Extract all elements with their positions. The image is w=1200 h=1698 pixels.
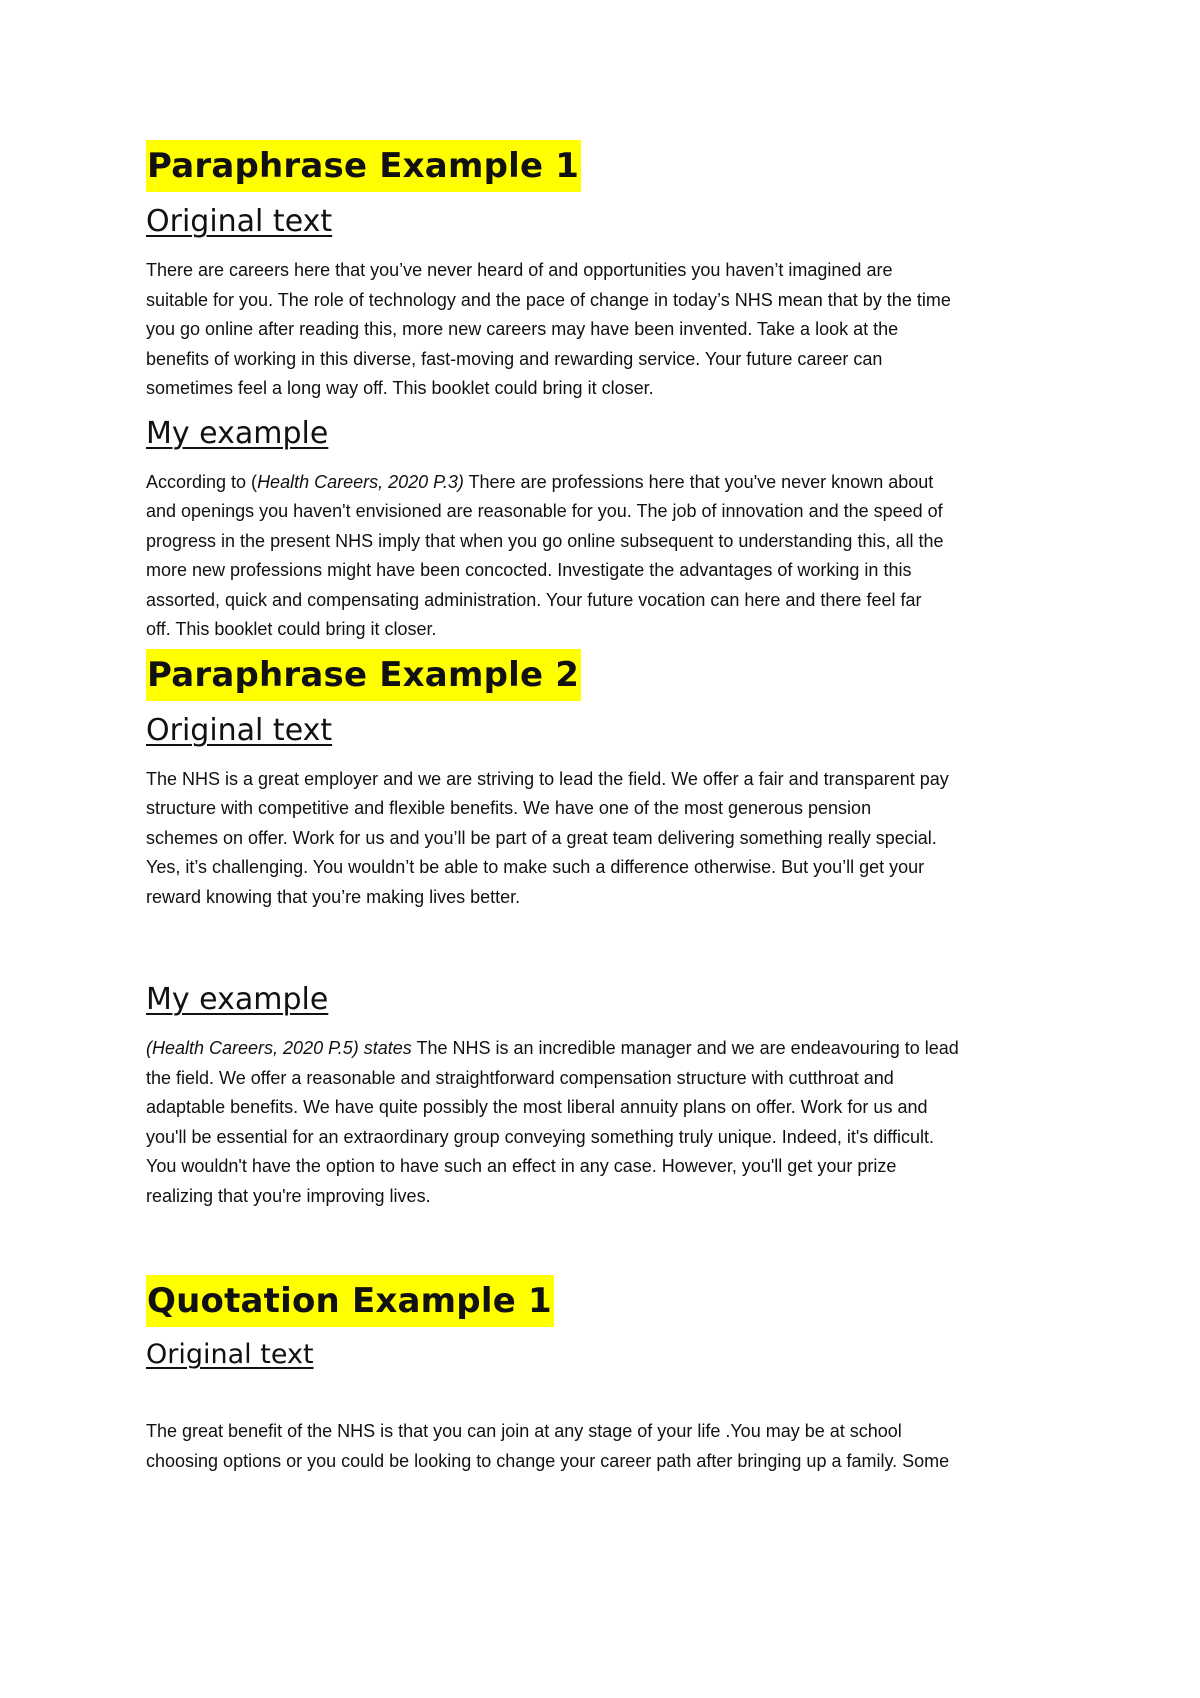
citation: (Health Careers, 2020 P.5) states	[146, 1038, 412, 1058]
text-rest: The NHS is an incredible manager and we are endeavouring to lead	[411, 1038, 959, 1058]
text-line: realizing that you're improving lives.	[146, 1185, 431, 1206]
original-text-heading: Original text	[146, 204, 333, 239]
section-paraphrase-1	[146, 140, 1076, 645]
my-example-body	[146, 468, 1076, 645]
citation: Health Careers, 2020 P.3)	[257, 471, 464, 492]
text-line: off. This booklet could bring it closer.	[146, 619, 437, 639]
section-heading: Paraphrase Example 2	[146, 649, 581, 701]
original-text-body	[146, 765, 1076, 913]
text-line: adaptable benefits. We have quite possibly the most liberal annuity plans on offer. Work for us and	[146, 1097, 928, 1117]
text-line: suitable for you. The role of technology and the pace of change in today’s NHS mean that by the time	[146, 289, 951, 310]
text-line: assorted, quick and compensating administration. Your future vocation can here and there feel far	[146, 589, 922, 610]
section-heading: Paraphrase Example 1	[146, 140, 581, 192]
original-text-body	[146, 256, 1076, 404]
document-page	[146, 140, 1076, 1476]
text-line	[146, 1034, 1076, 1064]
text-line: Yes, it’s challenging. You wouldn’t be able to make such a difference otherwise. But you’ll get your	[146, 857, 925, 877]
my-example-body	[146, 1034, 1076, 1211]
text-line: you'll be essential for an extraordinary group conveying something truly unique. Indeed, it's difficult.	[146, 1126, 934, 1147]
text-line: structure with competitive and flexible benefits. We have one of the most generous pension	[146, 798, 872, 818]
text-prefix: According to (	[146, 471, 258, 492]
section-paraphrase-2	[146, 649, 1076, 1212]
text-line: and openings you haven't envisioned are reasonable for you. The job of innovation and the speed of	[146, 501, 943, 521]
original-text-heading: Original text	[146, 1339, 314, 1370]
text-line: benefits of working in this diverse, fast-moving and rewarding service. Your future career can	[146, 348, 883, 369]
text-line: schemes on offer. Work for us and you’ll be part of a great team delivering something really special.	[146, 827, 937, 848]
text-line: sometimes feel a long way off. This booklet could bring it closer.	[146, 378, 654, 398]
my-example-heading: My example	[146, 415, 329, 451]
text-line: progress in the present NHS imply that when you go online subsequent to understanding this, all the	[146, 530, 944, 551]
my-example-heading: My example	[146, 982, 329, 1017]
original-text-body	[146, 1417, 1076, 1476]
original-text-heading: Original text	[146, 712, 333, 748]
section-heading: Quotation Example 1	[146, 1275, 554, 1327]
text-line: The great benefit of the NHS is that you can join at any stage of your life .You may be at school	[146, 1421, 902, 1441]
section-quotation-1	[146, 1275, 1076, 1476]
text-line: more new professions might have been concocted. Investigate the advantages of working in this	[146, 560, 912, 580]
text-line: choosing options or you could be looking to change your career path after bringing up a family. Some	[146, 1450, 950, 1471]
text-line: reward knowing that you’re making lives better.	[146, 886, 521, 907]
text-line	[146, 468, 1076, 498]
text-line: you go online after reading this, more new careers may have been invented. Take a look at the	[146, 319, 899, 339]
text-line: There are careers here that you’ve never heard of and opportunities you haven’t imagined are	[146, 260, 893, 280]
text-rest: There are professions here that you've never known about	[463, 471, 934, 492]
text-line: the field. We offer a reasonable and straightforward compensation structure with cutthroat and	[146, 1067, 894, 1088]
text-line: You wouldn't have the option to have such an effect in any case. However, you'll get your prize	[146, 1156, 897, 1176]
text-line: The NHS is a great employer and we are striving to lead the field. We offer a fair and transparent pay	[146, 768, 949, 789]
